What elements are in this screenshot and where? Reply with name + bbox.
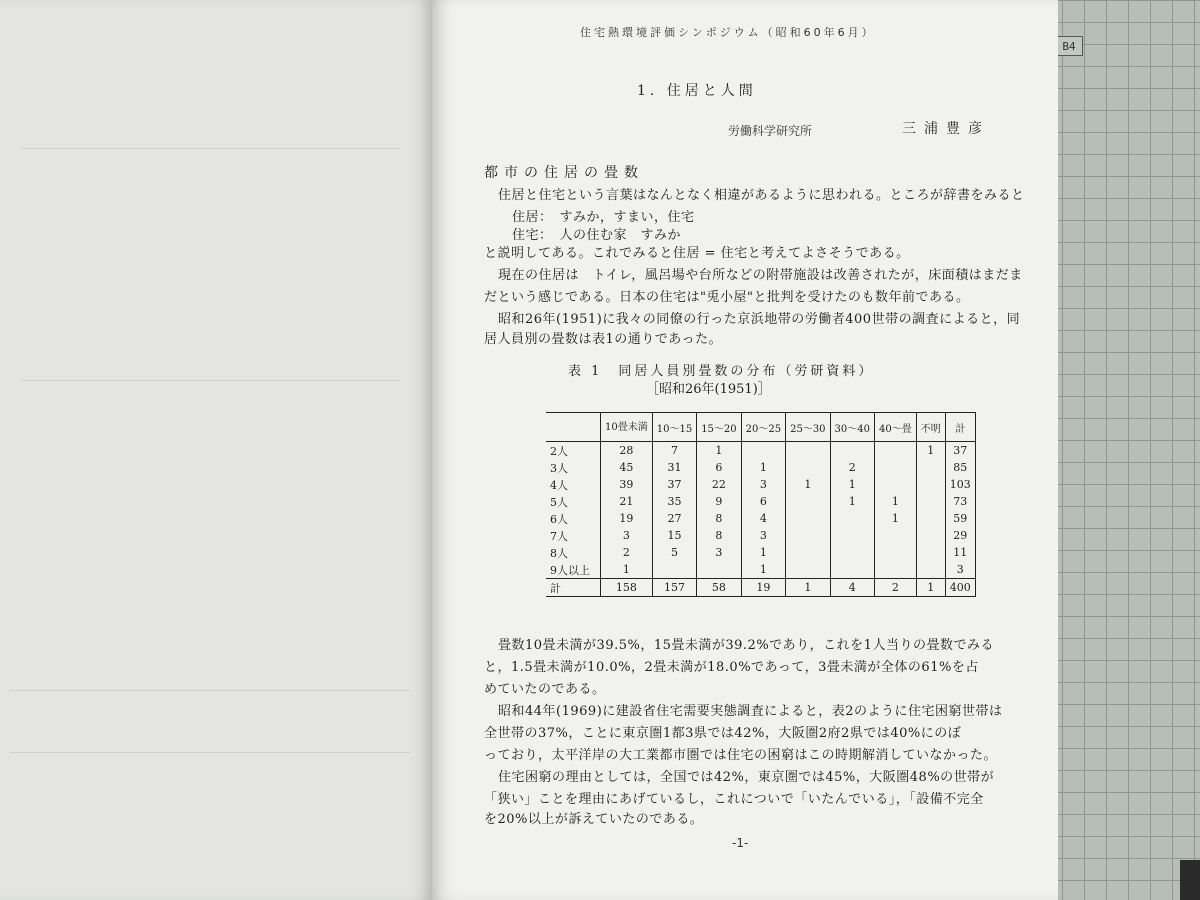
table-cell: 29	[945, 527, 975, 544]
table-cell: 8	[697, 527, 741, 544]
article-title: 1. 住居と人間	[637, 83, 757, 99]
table-cell: 11	[945, 544, 975, 561]
table-row	[546, 476, 975, 493]
paragraph-line: 住居： すみか，すまい，住宅	[512, 210, 695, 225]
table-cell: 85	[945, 459, 975, 476]
table-cell	[916, 476, 945, 493]
table-cell: 103	[945, 476, 975, 493]
table-cell: 1	[916, 442, 945, 460]
table-cell: 5人	[550, 495, 568, 509]
table-cell: 7	[652, 442, 696, 460]
table-cell: 1	[741, 544, 785, 561]
table-cell	[916, 544, 945, 561]
page-number: -1-	[732, 836, 749, 850]
header-cell	[546, 413, 601, 442]
table-cell: 3	[697, 544, 741, 561]
table-cell: 9	[697, 493, 741, 510]
table-cell: 4	[741, 510, 785, 527]
table-cell: 58	[697, 579, 741, 597]
table-cell: 4人	[550, 478, 568, 492]
table-cell: 31	[652, 459, 696, 476]
table-cell: 158	[601, 579, 653, 597]
table-cell: 計	[546, 579, 601, 597]
paragraph-line: 昭和44年(1969)に建設省住宅需要実態調査によると，表2のように住宅困窮世帯は	[498, 704, 1003, 719]
paragraph-line: を20%以上が訴えていたのである。	[484, 812, 704, 827]
data-table	[546, 412, 976, 597]
table-cell: 2人	[550, 444, 568, 458]
table-cell: 27	[652, 510, 696, 527]
table-cell	[741, 442, 785, 460]
header-cell: 10～15	[652, 413, 696, 442]
section-heading: 都市の住居の畳数	[484, 165, 644, 181]
table-cell	[786, 527, 830, 544]
left-page	[0, 0, 432, 900]
table-cell: 22	[697, 476, 741, 493]
table-cell: 1	[697, 442, 741, 460]
table-cell: 3	[945, 561, 975, 579]
header-cell: 15～20	[697, 413, 741, 442]
mat-label: B4	[1055, 36, 1083, 56]
table-row	[546, 459, 975, 476]
table-row	[546, 527, 975, 544]
paragraph-line: 居人員別の畳数は表1の通りであった。	[484, 332, 723, 347]
paragraph-line: 全世帯の37%，ことに東京圏1都3県では42%，大阪圏2府2県では40%にのぼ	[484, 726, 962, 741]
paragraph-line: 「狭い」ことを理由にあげているし，これについで「いたんでいる」，「設備不完全	[484, 792, 984, 807]
paragraph-line: と説明してある。これでみると住居 = 住宅と考えてよさそうである。	[484, 246, 910, 261]
table-cell: 35	[652, 493, 696, 510]
table-cell: 37	[652, 476, 696, 493]
table-cell	[875, 544, 917, 561]
table-cell: 1	[830, 493, 874, 510]
ghost-rule	[20, 380, 400, 381]
table-cell	[786, 442, 830, 460]
paragraph-line: 畳数10畳未満が39.5%，15畳未満が39.2%であり，これを1人当りの畳数でみる	[498, 638, 994, 653]
table-cell: 1	[786, 579, 830, 597]
paragraph-line: めていたのである。	[484, 682, 606, 697]
table-cell	[916, 459, 945, 476]
table-cell	[786, 544, 830, 561]
table-row	[546, 544, 975, 561]
header-cell: 不明	[916, 413, 945, 442]
author-name: 三浦豊彦	[902, 121, 990, 137]
paragraph-line: 住居と住宅という言葉はなんとなく相違があるように思われる。ところが辞書をみると	[498, 188, 1025, 203]
table-cell: 45	[601, 459, 653, 476]
table-cell	[916, 527, 945, 544]
table-cell: 2	[830, 459, 874, 476]
table-cell: 6	[741, 493, 785, 510]
table-cell: 2	[601, 544, 653, 561]
table-cell: 19	[601, 510, 653, 527]
table-cell: 157	[652, 579, 696, 597]
table-cell: 8人	[550, 546, 568, 560]
table-cell: 37	[945, 442, 975, 460]
table-cell: 39	[601, 476, 653, 493]
table-cell: 1	[741, 561, 785, 579]
cutting-mat-background	[1040, 0, 1200, 900]
table-total-row	[546, 579, 975, 597]
paragraph-line: 住宅困窮の理由としては，全国では42%，東京圏では45%，大阪圏48%の世帯が	[498, 770, 995, 785]
paragraph-line: 昭和26年(1951)に我々の同僚の行った京浜地帯の労働者400世帯の調査によると，同	[498, 312, 1021, 327]
table-cell: 3人	[550, 461, 568, 475]
table-cell: 1	[601, 561, 653, 579]
table-cell: 1	[786, 476, 830, 493]
table-cell: 1	[875, 493, 917, 510]
paragraph-line: と，1.5畳未満が10.0%，2畳未満が18.0%であって，3畳未満が全体の61%を占	[484, 660, 979, 675]
table-row	[546, 561, 975, 579]
author-affiliation: 労働科学研究所	[728, 124, 813, 138]
table-cell: 1	[830, 476, 874, 493]
header-cell: 10畳未満	[601, 413, 653, 442]
ghost-rule	[20, 148, 400, 149]
table-cell: 6人	[550, 512, 568, 526]
ghost-rule	[10, 752, 410, 753]
table-cell: 400	[945, 579, 975, 597]
paragraph-line: 現在の住居は トイレ，風呂場や台所などの附帯施設は改善されたが，床面積はまだま	[498, 268, 1023, 283]
table-cell	[786, 561, 830, 579]
table-cell	[875, 527, 917, 544]
table-cell	[830, 544, 874, 561]
table-cell: 3	[741, 476, 785, 493]
paragraph-line: だという感じである。日本の住宅は"兎小屋"と批判を受けたのも数年前である。	[484, 290, 970, 305]
table-cell: 4	[830, 579, 874, 597]
table-cell	[830, 527, 874, 544]
table-cell	[830, 561, 874, 579]
table-cell	[916, 561, 945, 579]
table-cell	[652, 561, 696, 579]
table-cell: 19	[741, 579, 785, 597]
paragraph-line: 住宅： 人の住む家 すみか	[512, 228, 682, 243]
table-cell	[916, 493, 945, 510]
table-row	[546, 510, 975, 527]
table-cell	[697, 561, 741, 579]
table-cell: 1	[741, 459, 785, 476]
table-cell: 3	[741, 527, 785, 544]
table-cell: 59	[945, 510, 975, 527]
table-subtitle: ［昭和26年(1951)］	[646, 382, 771, 397]
table-cell: 1	[916, 579, 945, 597]
table-cell	[875, 442, 917, 460]
ghost-rule	[10, 690, 410, 691]
table-cell	[916, 510, 945, 527]
paragraph-line: っており，太平洋岸の大工業都市圏では住宅の困窮はこの時期解消していなかった。	[484, 748, 998, 763]
table-title: 表 1 同居人員別畳数の分布（労研資料）	[568, 364, 875, 379]
table-cell	[830, 510, 874, 527]
table-cell	[875, 459, 917, 476]
table-row	[546, 493, 975, 510]
table-cell	[786, 459, 830, 476]
table-cell	[875, 476, 917, 493]
right-page	[432, 0, 1058, 900]
table-cell	[786, 510, 830, 527]
table-header-row	[546, 413, 975, 442]
table-cell: 5	[652, 544, 696, 561]
table-cell: 15	[652, 527, 696, 544]
table-cell: 73	[945, 493, 975, 510]
table-cell: 7人	[550, 529, 568, 543]
table-cell	[875, 561, 917, 579]
header-cell: 計	[945, 413, 975, 442]
table-cell: 28	[601, 442, 653, 460]
header-cell: 40～畳	[875, 413, 917, 442]
table-cell	[830, 442, 874, 460]
header-cell: 25～30	[786, 413, 830, 442]
header-cell: 20～25	[741, 413, 785, 442]
table-cell: 6	[697, 459, 741, 476]
table-cell: 8	[697, 510, 741, 527]
mat-edge	[1180, 860, 1200, 900]
page-header: 住宅熱環境評価シンポジウム（昭和60年6月）	[580, 26, 876, 39]
table-cell: 2	[875, 579, 917, 597]
table-cell: 3	[601, 527, 653, 544]
table-cell: 21	[601, 493, 653, 510]
table-cell: 1	[875, 510, 917, 527]
table-row	[546, 442, 975, 460]
table-cell	[786, 493, 830, 510]
header-cell: 30～40	[830, 413, 874, 442]
table-cell: 9人以上	[550, 563, 590, 577]
